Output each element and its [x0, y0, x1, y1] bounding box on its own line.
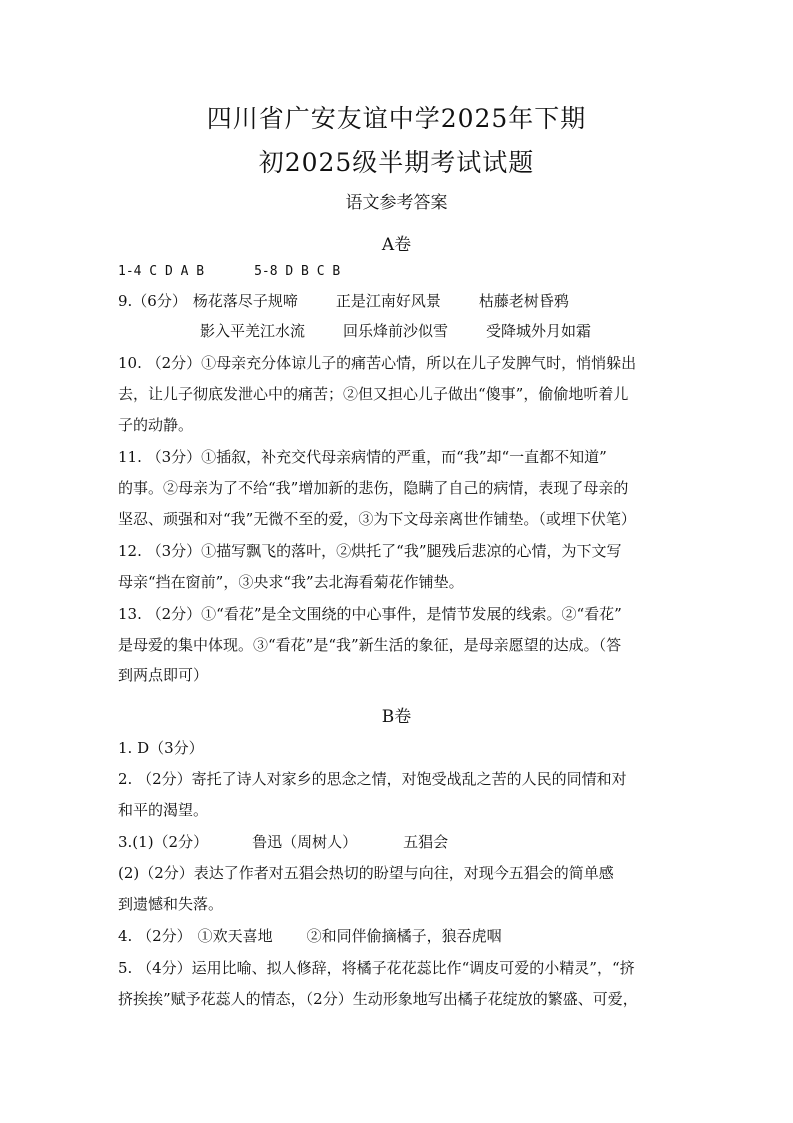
section-a-heading: A卷	[381, 235, 412, 255]
b-q3-1-answer-a: 鲁迅（周树人）	[252, 833, 358, 851]
q11-line: 的事。②母亲为了不给“我”增加新的悲伤，隐瞒了自己的病情，表现了母亲的	[118, 479, 629, 497]
q13-line: 13. （2分）①“看花”是全文围绕的中心事件，是情节发展的线索。②“看花”	[118, 605, 622, 623]
mc-answers-5-8: 5-8 D B C B	[254, 264, 341, 279]
exam-title-line2: 初2025级半期考试试题	[258, 148, 535, 177]
q13-line: 到两点即可）	[118, 666, 209, 684]
b-q3-2-line: 到遗憾和失落。	[118, 895, 224, 913]
q12-line: 母亲“挡在窗前”，③央求“我”去北海看菊花作铺垫。	[118, 573, 464, 591]
answer-key-subtitle: 语文参考答案	[345, 193, 448, 213]
q9-label: 9.（6分）	[118, 292, 187, 310]
b-q3-1-row	[118, 831, 448, 852]
b-q5-line: 挤挨挨”赋予花蕊人的情态，（2分）生动形象地写出橘子花绽放的繁盛、可爱，	[118, 990, 638, 1008]
b-q2-line: 和平的渴望。	[118, 801, 209, 819]
b-q2-line: 2. （2分）寄托了诗人对家乡的思念之情，对饱受战乱之苦的人民的同情和对	[118, 770, 627, 788]
q9-item: 枯藤老树昏鸦	[478, 292, 569, 310]
q9-row-1	[118, 290, 569, 311]
q9-item: 回乐烽前沙似雪	[343, 322, 449, 340]
q10-line: 10. （2分）①母亲充分体谅儿子的痛苦心情，所以在儿子发脾气时，悄悄躲出	[118, 354, 637, 372]
q11-line: 坚忍、顽强和对“我”无微不至的爱，③为下文母亲离世作铺垫。（或埋下伏笔）	[118, 510, 636, 528]
q10-line: 去，让儿子彻底发泄心中的痛苦；②但又担心儿子做出“傻事”，偷偷地听着儿	[118, 385, 629, 403]
b-q4-row	[118, 925, 502, 946]
q9-row-2	[200, 320, 591, 341]
b-q3-1-label: 3.(1)（2分）	[118, 833, 209, 851]
exam-title-line1: 四川省广安友谊中学2025年下期	[206, 104, 587, 133]
q13-line: 是母爱的集中体现。③“看花”是“我”新生活的象征，是母亲愿望的达成。（答	[118, 636, 622, 654]
q9-item: 受降城外月如霜	[486, 322, 592, 340]
b-q1-line: 1. D（3分）	[118, 739, 204, 757]
b-q3-1-answer-b: 五猖会	[403, 833, 449, 851]
b-q4-label: 4. （2分）	[118, 927, 192, 945]
q10-line: 子的动静。	[118, 416, 194, 434]
q11-line: 11. （3分）①插叙，补充交代母亲病情的严重，而“我”却“一直都不知道”	[118, 448, 607, 466]
b-q3-2-line: (2)（2分）表达了作者对五猖会热切的盼望与向往，对现今五猖会的简单感	[118, 864, 614, 882]
mc-answers-row	[118, 264, 340, 279]
section-b-heading: B卷	[381, 707, 412, 727]
q12-line: 12. （3分）①描写飘飞的落叶，②烘托了“我”腿残后悲凉的心情，为下文写	[118, 542, 622, 560]
mc-answers-1-4: 1-4 C D A B	[118, 264, 205, 279]
b-q4-answer-a: ①欢天喜地	[197, 927, 273, 945]
q9-item: 正是江南好风景	[335, 292, 441, 310]
q9-item: 杨花落尽子规啼	[192, 292, 298, 310]
q9-item: 影入平羌江水流	[200, 322, 306, 340]
b-q4-answer-b: ②和同伴偷摘橘子，狼吞虎咽	[306, 927, 502, 945]
b-q5-line: 5. （4分）运用比喻、拟人修辞，将橘子花花蕊比作“调皮可爱的小精灵”，“挤	[118, 959, 635, 977]
